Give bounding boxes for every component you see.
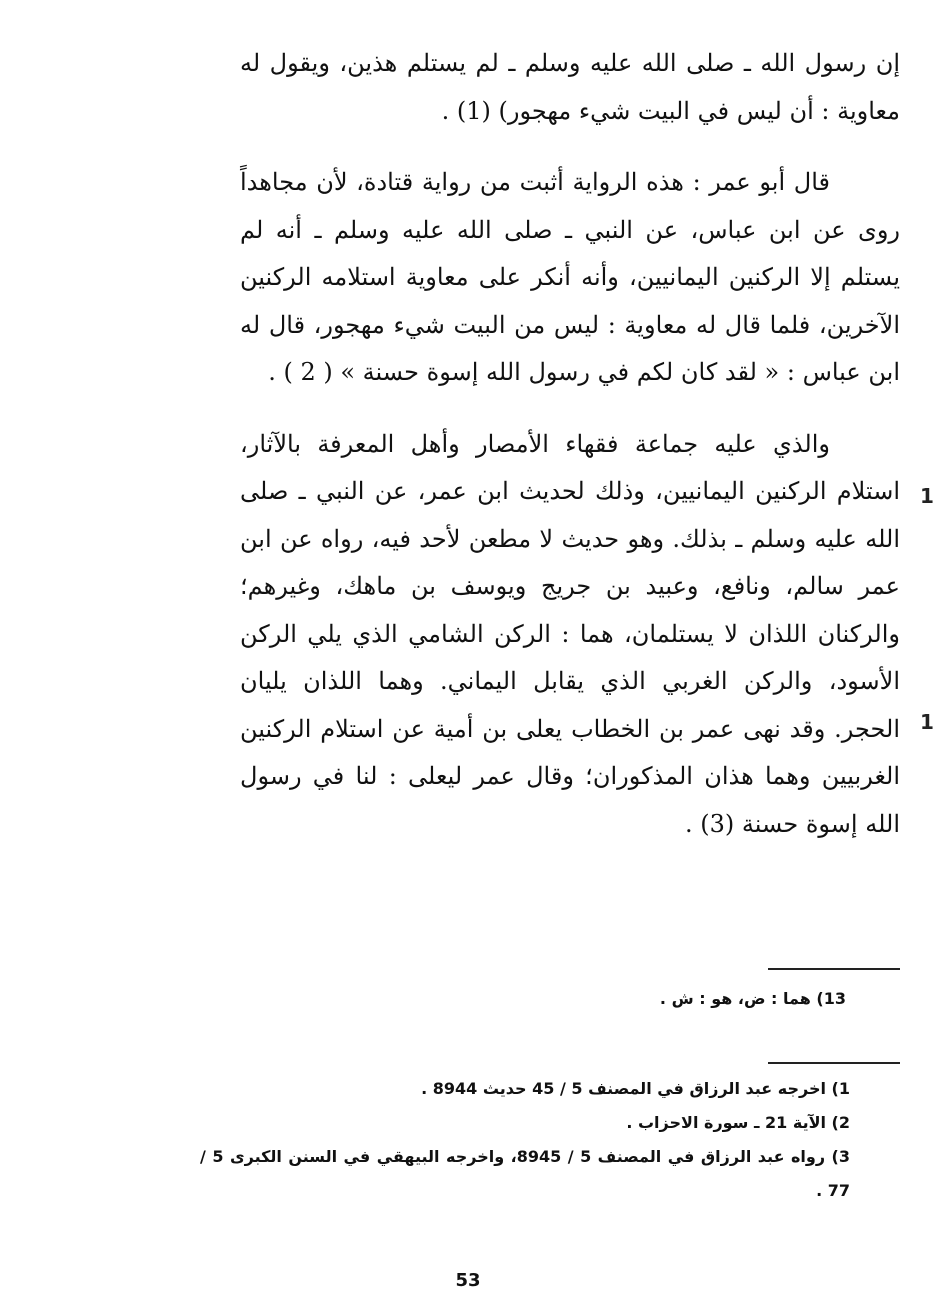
page-number: 53: [455, 1270, 481, 1291]
footnote: 2) الآية 21 ـ سورة الاحزاب .: [626, 1113, 850, 1132]
main-text: [240, 40, 900, 848]
footnote: 1) اخرجه عبد الرزاق في المصنف 5 / 45 حديث 8944 .: [421, 1079, 850, 1098]
paragraph: قال أبو عمر : هذه الرواية أثبت من رواية قتادة، لأن مجاهداً روى عن ابن عباس، عن النبي ـ صلى الله عليه وسلم ـ أنه لم يستلم إلا الركنين اليمانيين، وأنه أنكر على معاوية استلامه الركنين الآخرين، فلما قال له معاوية : ليس من البيت شيء مهجور، قال له ابن عباس : « لقد كان لكم في رسول الله إسوة حسنة » ( 2 ) .: [240, 168, 900, 386]
footnote-divider: [768, 1062, 900, 1064]
variant-divider: [768, 968, 900, 970]
variant-note: 13) هما : ض، هو : ش .: [659, 989, 846, 1008]
margin-line-number: 1: [920, 484, 934, 508]
paragraph: إن رسول الله ـ صلى الله عليه وسلم ـ لم يستلم هذين، ويقول له معاوية : أن ليس في البيت شيء مهجور) (1) .: [240, 49, 900, 125]
paragraph: والذي عليه جماعة فقهاء الأمصار وأهل المعرفة بالآثار، استلام الركنين اليمانيين، وذلك لحديث ابن عمر، عن النبي ـ صلى الله عليه وسلم ـ بذلك. وهو حديث لا مطعن لأحد فيه، رواه عن ابن عمر سالم، ونافع، وعبيد بن جريج ويوسف بن ماهك، وغيرهم؛ والركنان اللذان لا يستلمان، هما : الركن الشامي الذي يلي الركن الأسود، والركن الغربي الذي يقابل اليماني. وهما اللذان يليان الحجر. وقد نهى عمر بن الخطاب يعلى بن أمية عن استلام الركنين الغربيين وهما هذان المذكوران؛ وقال عمر ليعلى : لنا في رسول الله إسوة حسنة (3) .: [240, 429, 900, 838]
margin-line-number: 1: [920, 710, 934, 734]
footnote: 3) رواه عبد الرزاق في المصنف 5 / 8945، واخرجه البيهقي في السنن الكبرى 5 / 77 .: [200, 1147, 851, 1200]
footnotes: [200, 1072, 851, 1208]
